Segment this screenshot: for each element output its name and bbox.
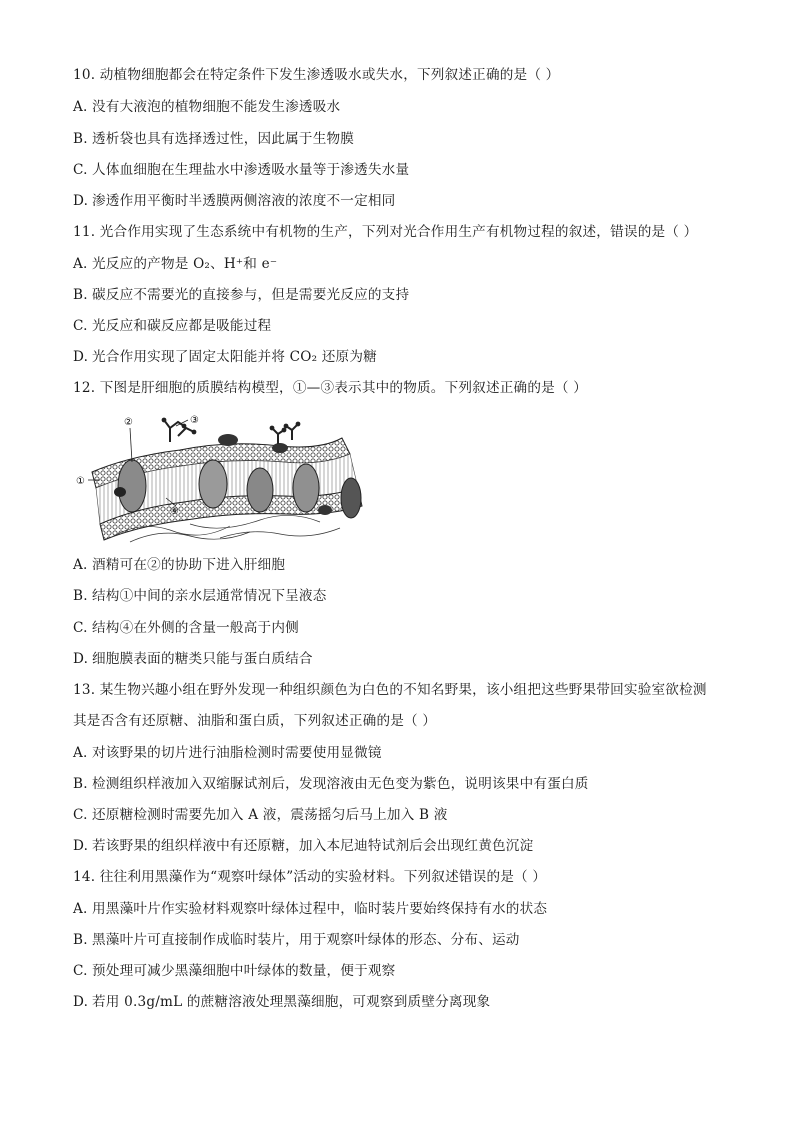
question-12-option-c: [73, 619, 299, 637]
peripheral-protein: [114, 487, 126, 497]
question-14-stem: 14. 往往利用黑藻作为“观察叶绿体”活动的实验材料。下列叙述错误的是（ ）: [73, 869, 547, 885]
question-14-option-c: [73, 962, 395, 980]
question-13-option-d: [73, 837, 533, 855]
figure-label-1: ①: [76, 476, 85, 487]
question-14-option-a: [73, 900, 547, 918]
peripheral-protein: [218, 434, 238, 446]
option-text: 酒精可在②的协助下进入肝细胞: [92, 557, 286, 573]
membrane-diagram: [70, 410, 376, 544]
question-11-option-b: [73, 286, 409, 304]
question-12-stem: 12. 下图是肝细胞的质膜结构模型，①—③表示其中的物质。下列叙述正确的是（ ）: [73, 380, 588, 396]
question-10-option-a: [73, 98, 340, 116]
option-key: C.: [73, 963, 88, 979]
question-11-stem: 11. 光合作用实现了生态系统中有机物的生产，下列对光合作用生产有机物过程的叙述，错误的是（ ）: [73, 224, 698, 240]
question-13-option-c: [73, 806, 448, 824]
option-key: B.: [73, 588, 88, 604]
option-text: 没有大液泡的植物细胞不能发生渗透吸水: [92, 99, 341, 115]
question-12-option-a: [73, 556, 285, 574]
question-11-option-c: [73, 317, 271, 335]
option-text: 还原糖检测时需要先加入 A 液，震荡摇匀后马上加入 B 液: [92, 807, 448, 823]
peripheral-protein: [318, 505, 332, 515]
option-text: 结构④在外侧的含量一般高于内侧: [92, 620, 299, 636]
option-text: 用黑藻叶片作实验材料观察叶绿体过程中，临时装片要始终保持有水的状态: [92, 901, 548, 917]
option-text: 若该野果的组织样液中有还原糖，加入本尼迪特试剂后会出现红黄色沉淀: [92, 838, 534, 854]
membrane-protein: [293, 464, 319, 512]
option-key: D.: [73, 838, 89, 854]
question-10-option-d: [73, 192, 395, 210]
figure-label-2: ②: [124, 417, 133, 428]
option-key: B.: [73, 131, 88, 147]
question-10-stem: 10. 动植物细胞都会在特定条件下发生渗透吸水或失水，下列叙述正确的是（ ）: [73, 67, 560, 83]
question-10-option-c: [73, 161, 409, 179]
option-key: D.: [73, 349, 89, 365]
option-key: C.: [73, 807, 88, 823]
option-key: B.: [73, 776, 88, 792]
option-key: A.: [73, 256, 88, 272]
peripheral-protein: [272, 443, 288, 453]
figure-label-3: ③: [190, 415, 199, 426]
option-key: D.: [73, 193, 89, 209]
option-text: 对该野果的切片进行油脂检测时需要使用显微镜: [92, 745, 382, 761]
question-14-option-d: [73, 993, 490, 1011]
option-key: B.: [73, 287, 88, 303]
question-11-option-d: [73, 348, 377, 366]
option-text: 光反应的产物是 O₂、H⁺和 e⁻: [92, 256, 278, 272]
option-key: B.: [73, 932, 88, 948]
option-text: 人体血细胞在生理盐水中渗透吸水量等于渗透失水量: [92, 162, 410, 178]
option-text: 渗透作用平衡时半透膜两侧溶液的浓度不一定相同: [92, 193, 396, 209]
option-text: 结构①中间的亲水层通常情况下呈液态: [92, 588, 327, 604]
option-text: 碳反应不需要光的直接参与，但是需要光反应的支持: [92, 287, 410, 303]
option-key: C.: [73, 318, 88, 334]
option-text: 透析袋也具有选择透过性，因此属于生物膜: [92, 131, 355, 147]
membrane-protein: [341, 478, 361, 518]
question-13-stem: 13. 某生物兴趣小组在野外发现一种组织颜色为白色的不知名野果，该小组把这些野果带回实验室欲检测: [73, 682, 707, 698]
option-key: A.: [73, 557, 88, 573]
option-key: D.: [73, 994, 89, 1010]
question-12-option-b: [73, 587, 327, 605]
option-key: D.: [73, 651, 89, 667]
membrane-protein: [247, 468, 273, 512]
option-text: 光反应和碳反应都是吸能过程: [92, 318, 272, 334]
option-text: 光合作用实现了固定太阳能并将 CO₂ 还原为糖: [92, 349, 377, 365]
question-14-option-b: [73, 931, 520, 949]
question-13-option-a: [73, 744, 382, 762]
figure-label-4: ④: [170, 506, 179, 517]
membrane-structure-figure: [70, 410, 376, 544]
option-text: 细胞膜表面的糖类只能与蛋白质结合: [92, 651, 313, 667]
option-key: C.: [73, 620, 88, 636]
option-text: 若用 0.3g/mL 的蔗糖溶液处理黑藻细胞，可观察到质壁分离现象: [92, 994, 491, 1010]
question-13-option-b: [73, 775, 589, 793]
question-13-stem-continued: 其是否含有还原糖、油脂和蛋白质，下列叙述正确的是（ ）: [73, 713, 437, 729]
question-10-option-b: [73, 130, 354, 148]
option-key: C.: [73, 162, 88, 178]
question-12-option-d: [73, 650, 313, 668]
question-11-option-a: [73, 255, 277, 273]
option-text: 检测组织样液加入双缩脲试剂后，发现溶液由无色变为紫色，说明该果中有蛋白质: [92, 776, 589, 792]
option-key: A.: [73, 99, 88, 115]
option-key: A.: [73, 901, 88, 917]
membrane-protein: [118, 460, 146, 512]
option-text: 预处理可减少黑藻细胞中叶绿体的数量，便于观察: [92, 963, 396, 979]
option-text: 黑藻叶片可直接制作成临时装片，用于观察叶绿体的形态、分布、运动: [92, 932, 520, 948]
membrane-protein: [199, 460, 227, 508]
option-key: A.: [73, 745, 88, 761]
